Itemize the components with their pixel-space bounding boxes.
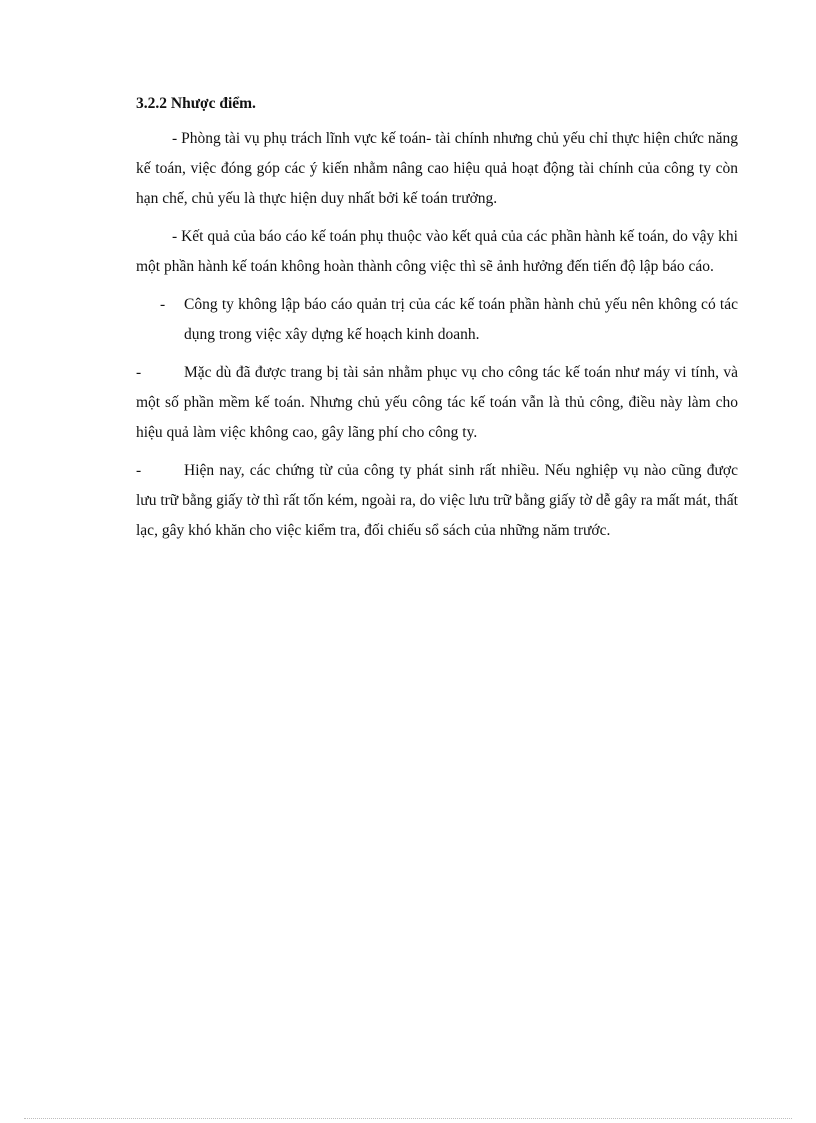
paragraph-1: - Phòng tài vụ phụ trách lĩnh vực kế toán- tài chính nhưng chủ yếu chỉ thực hiện chức năng kế toán, việc đóng góp các ý kiến nhằm nâng cao hiệu quả hoạt động tài chính của công ty còn hạn chế, chủ yếu là thực hiện duy nhất bởi kế toán trưởng.: [136, 130, 738, 207]
page-bottom-rule: [24, 1118, 792, 1119]
list-item: [136, 290, 738, 350]
section-heading: 3.2.2 Nhược điểm.: [136, 95, 256, 112]
dash-paragraph-text: Hiện nay, các chứng từ của công ty phát sinh rất nhiều. Nếu nghiệp vụ nào cũng được lưu trữ bằng giấy tờ thì rất tốn kém, ngoài ra, do việc lưu trữ bằng giấy tờ dễ gây ra mất mát, thất lạc, gây khó khăn cho việc kiểm tra, đối chiếu sổ sách của những năm trước.: [136, 462, 738, 539]
dash-marker: -: [136, 462, 142, 479]
dash-paragraph-text: Mặc dù đã được trang bị tài sản nhằm phục vụ cho công tác kế toán như máy vi tính, và một số phần mềm kế toán. Nhưng chủ yếu công tác kế toán vẫn là thủ công, điều này làm cho hiệu quả làm việc không cao, gây lãng phí cho công ty.: [136, 364, 738, 441]
paragraph-2: - Kết quả của báo cáo kế toán phụ thuộc vào kết quả của các phần hành kế toán, do vậy khi một phần hành kế toán không hoàn thành công việc thì sẽ ảnh hưởng đến tiến độ lập báo cáo.: [136, 228, 738, 275]
dash-paragraph-1: [136, 358, 738, 448]
dash-paragraph-2: [136, 456, 738, 546]
document-body: [136, 90, 738, 554]
dash-marker: -: [136, 364, 142, 381]
list-bullet: -: [160, 296, 166, 313]
list-item-text: Công ty không lập báo cáo quản trị của các kế toán phần hành chủ yếu nên không có tác dụng trong việc xây dựng kế hoạch kinh doanh.: [184, 296, 738, 343]
